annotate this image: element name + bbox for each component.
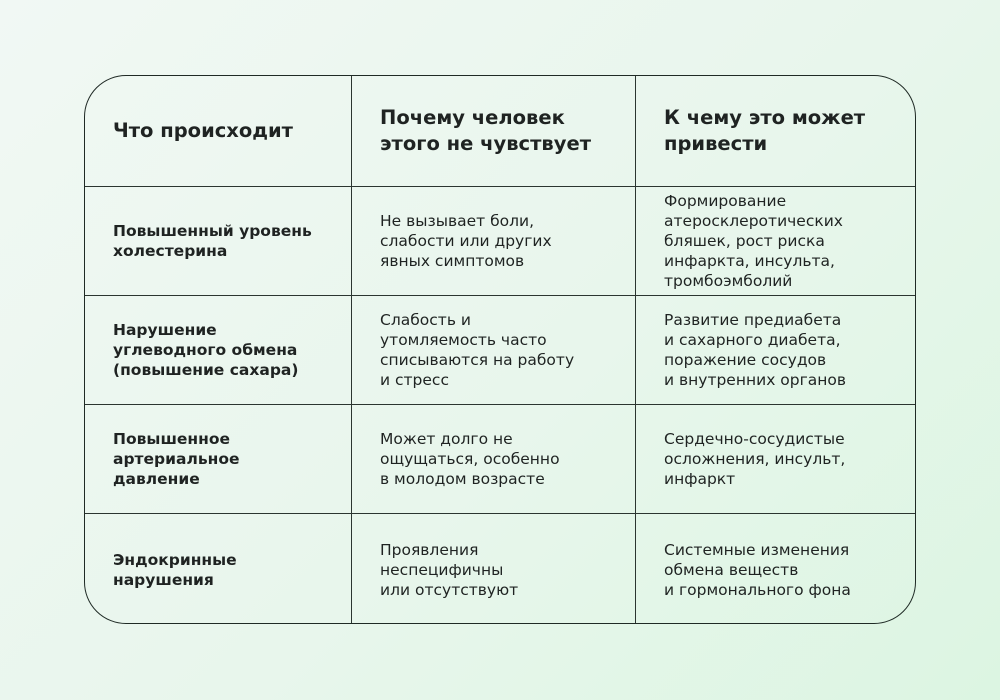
- header-result: К чему это может привести: [636, 76, 916, 187]
- row-1-result: Формирование атеросклеротических бляшек, рост риска инфаркта, инсульта, тромбоэмболий: [636, 187, 916, 296]
- header-why: Почему человек этого не чувствует: [352, 76, 636, 187]
- row-4-result: Системные изменения обмена веществ и гормонального фона: [664, 540, 851, 599]
- row-3-what: Повышенное артериальное давление: [85, 405, 352, 514]
- header-what: Что происходит: [85, 76, 352, 187]
- row-2-why: Слабость и утомляемость часто списываются на работу и стресс: [352, 296, 636, 405]
- row-3-why: Может долго не ощущаться, особенно в молодом возрасте: [352, 405, 636, 514]
- info-table: [85, 76, 915, 623]
- row-4-what: Эндокринные нарушения: [85, 514, 352, 624]
- row-2-result: Развитие предиабета и сахарного диабета, поражение сосудов и внутренних органов: [636, 296, 916, 405]
- row-2-what: Нарушение углеводного обмена (повышение сахара): [85, 296, 352, 405]
- row-3-result: Сердечно-сосудистые осложнения, инсульт, инфаркт: [636, 405, 916, 514]
- row-1-what: Повышенный уровень холестерина: [85, 187, 352, 296]
- row-4-why: Проявления неспецифичны или отсутствуют: [352, 514, 636, 624]
- row-1-why: Не вызывает боли, слабости или других явных симптомов: [352, 187, 636, 296]
- info-table-card: [84, 75, 916, 624]
